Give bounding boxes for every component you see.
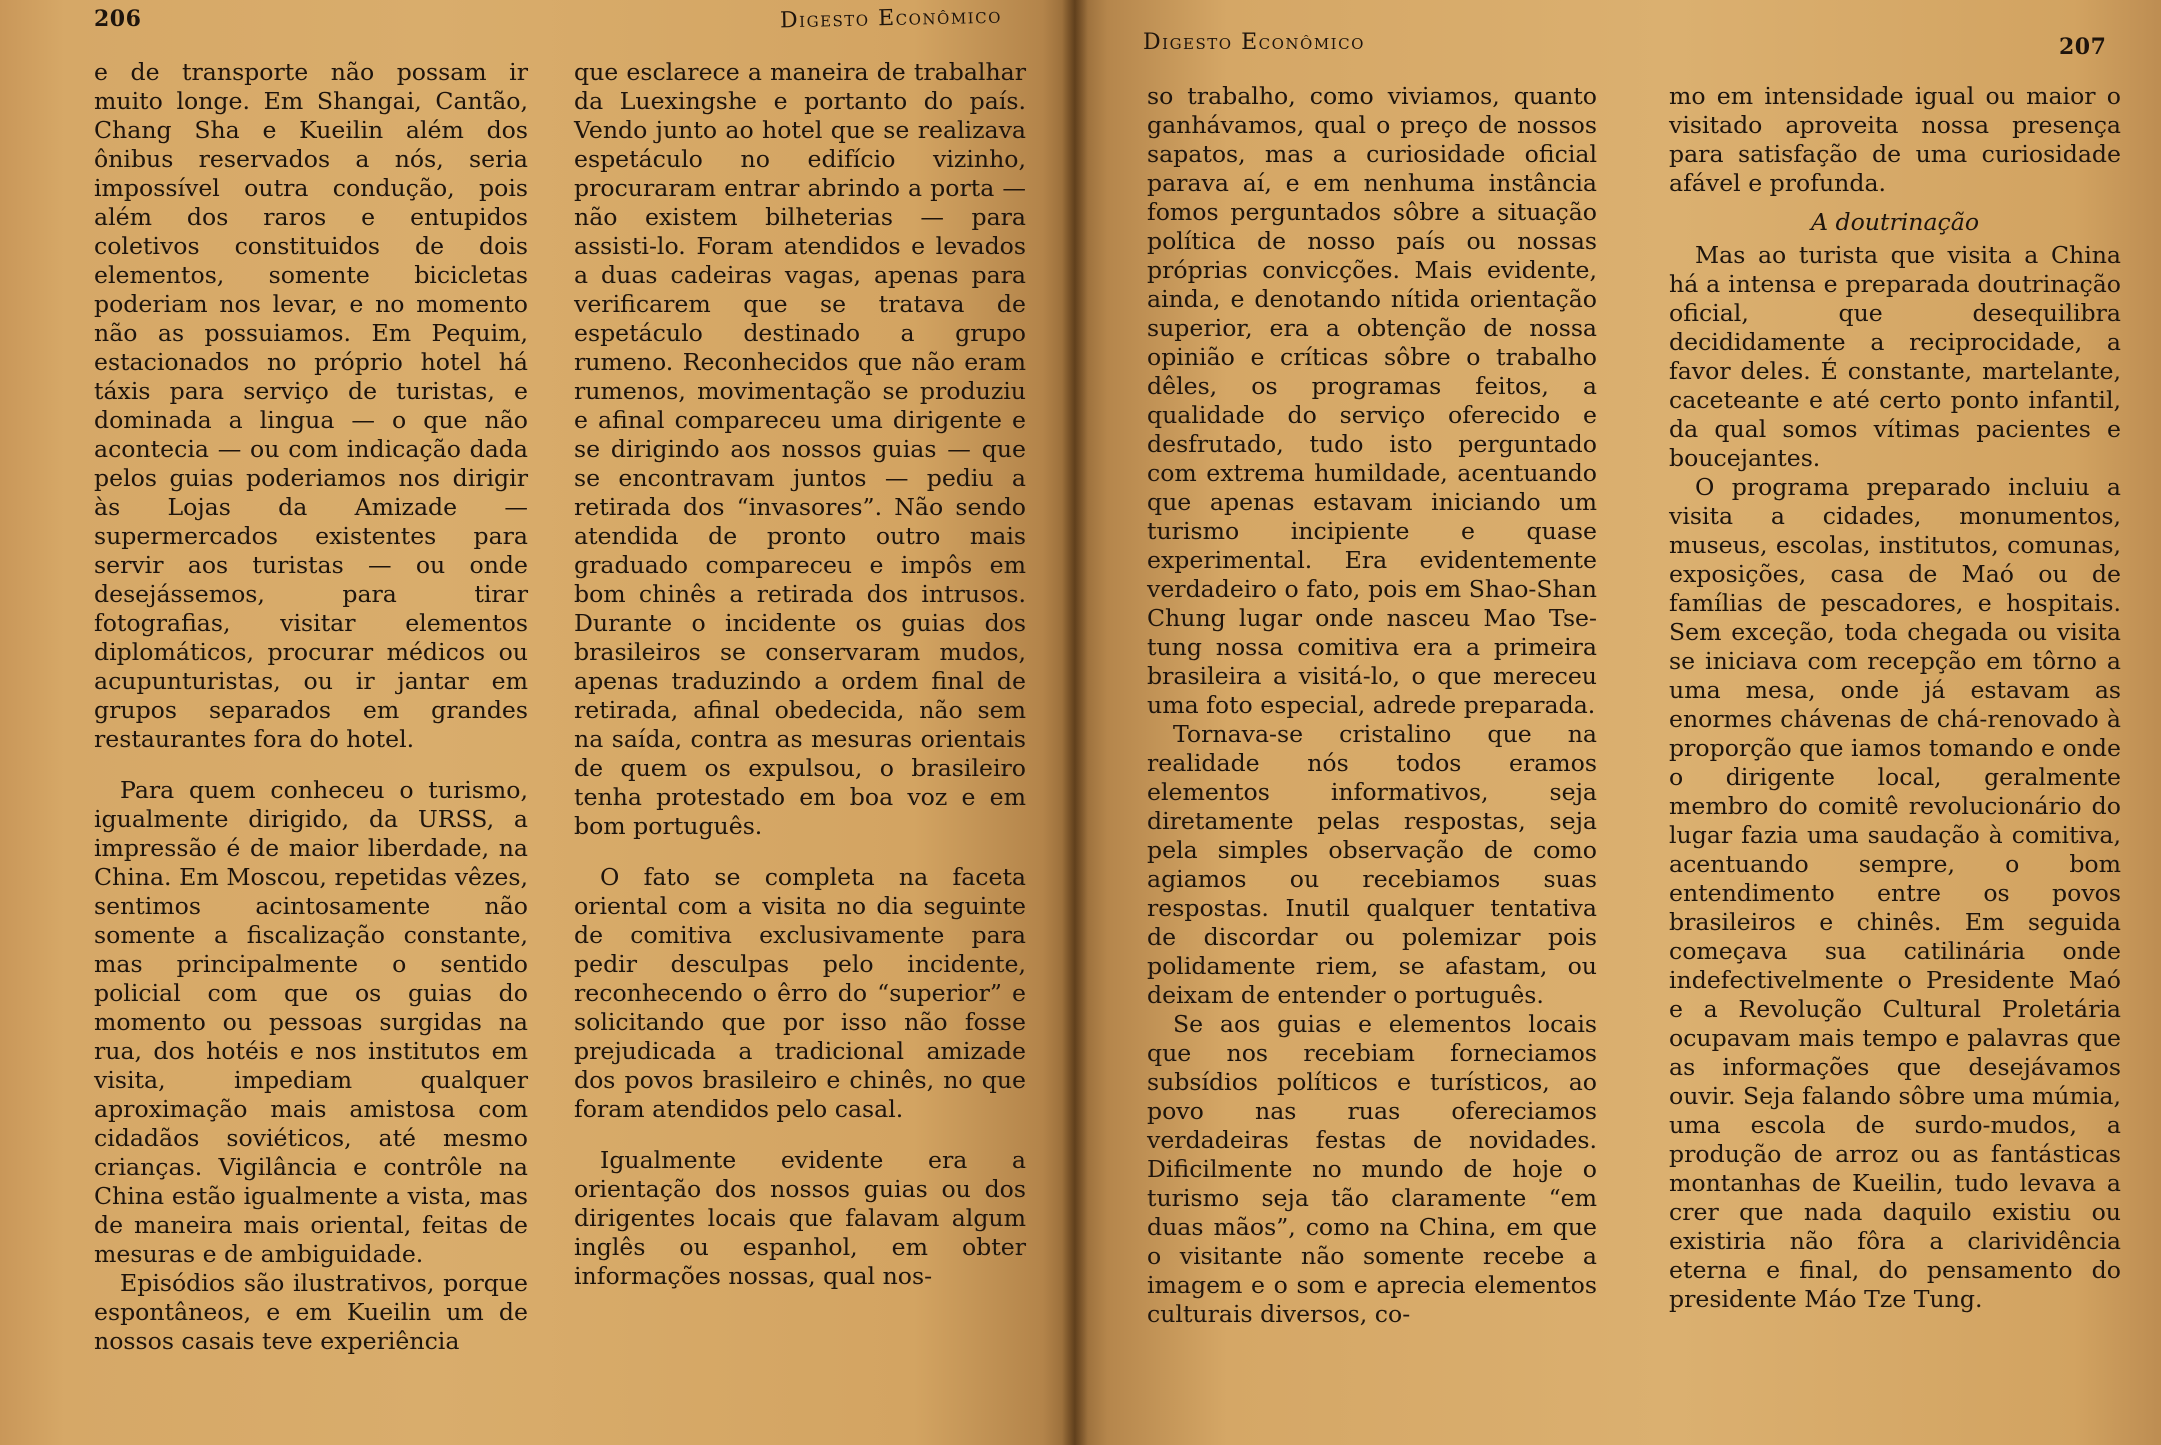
left-page-column-1 [94,58,528,1356]
section-subheading: A doutrinação [1810,208,1980,236]
paragraph: O fato se completa na faceta oriental com a visita no dia seguinte de comitiva exclusivamente para pedir desculpas pelo incidente, reconhecendo o êrro do “superior” e solicitando que por isso não fosse prejudicada a tradicional amizade dos povos brasileiro e chinês, no que foram atendidos pelo casal. [574,863,1026,1123]
paragraph: que esclarece a maneira de trabalhar da Luexingshe e portanto do país. Vendo junto ao hotel que se realizava espetáculo no edifício vizinho, procuraram entrar abrindo a porta — não existem bilheterias — para assisti-lo. Foram atendidos e levados a duas cadeiras vagas, apenas para verificarem que se tratava de espetáculo destinado a grupo rumeno. Reconhecidos que não eram rumenos, movimentação se produziu e afinal compareceu uma dirigente e se dirigindo aos nossos guias — que se encontravam juntos — pediu a retirada dos “invasores”. Não sendo atendida de pronto outro mais graduado compareceu e impôs em bom chinês a retirada dos intrusos. Durante o incidente os guias dos brasileiros se conservaram mudos, apenas traduzindo a ordem final de retirada, afinal obedecida, não sem na saída, contra as mesuras orientais de quem os expulsou, o brasileiro tenha protestado em boa voz e em bom português. [574,58,1026,840]
right-page-column-2 [1669,82,2121,1314]
page-number-right: 207 [2059,34,2107,60]
paragraph: Episódios são ilustrativos, porque espontâneos, e em Kueilin um de nossos casais teve experiência [94,1269,528,1355]
paragraph: so trabalho, como viviamos, quanto ganhávamos, qual o preço de nossos sapatos, mas a curiosidade oficial parava aí, e em nenhuma instância fomos perguntados sôbre a situação política de nosso país ou nossas próprias convicções. Mais evidente, ainda, e denotando nítida orientação superior, era a obtenção de nossa opinião e críticas sôbre o trabalho dêles, os programas feitos, a qualidade do serviço oferecido e desfrutado, tudo isto perguntado com extrema humildade, acentuando que apenas estavam iniciando um turismo incipiente e quase experimental. Era evidentemente verdadeiro o fato, pois em Shao-Shan Chung lugar onde nasceu Mao Tse-tung nossa comitiva era a primeira brasileira a visitá-lo, o que mereceu uma foto especial, adrede preparada. [1147,82,1597,719]
paragraph: e de transporte não possam ir muito longe. Em Shangai, Cantão, Chang Sha e Kueilin além dos ônibus reservados a nós, seria impossível outra condução, pois além dos raros e entupidos coletivos constituidos de dois elementos, somente bicicletas poderiam nos levar, e no momento não as possuiamos. Em Pequim, estacionados no próprio hotel há táxis para serviço de turistas, e dominada a lingua — o que não acontecia — ou com indicação dada pelos guias poderiamos nos dirigir às Lojas da Amizade — supermercados existentes para servir aos turistas — ou onde desejássemos, para tirar fotografias, visitar elementos diplomáticos, procurar médicos ou acupunturistas, ou ir jantar em grupos separados em grandes restaurantes fora do hotel. [94,58,528,753]
left-page [0,0,1075,1445]
paragraph: Mas ao turista que visita a China há a intensa e preparada doutrinação oficial, que desequilibra decididamente a reciprocidade, a favor deles. É constante, martelante, caceteante e até certo ponto infantil, da qual somos vítimas pacientes e boucejantes. [1669,241,2121,472]
left-page-column-2 [574,58,1026,1291]
paragraph: Tornava-se cristalino que na realidade nós todos eramos elementos informativos, seja diretamente pelas respostas, seja pela simples observação de como agiamos ou recebiamos suas respostas. Inutil qualquer tentativa de discordar ou polemizar pois polidamente riem, se afastam, ou deixam de entender o português. [1147,720,1597,1009]
book-gutter [1062,0,1088,1445]
page-number-left: 206 [94,6,142,32]
paragraph: O programa preparado incluiu a visita a cidades, monumentos, museus, escolas, institutos, comunas, exposições, casa de Maó ou de famílias de pescadores, e hospitais. Sem exceção, toda chegada ou visita se iniciava com recepção em tôrno a uma mesa, onde já estavam as enormes chávenas de chá-renovado à proporção que iamos tomando e onde o dirigente local, geralmente membro do comitê revolucionário do lugar fazia uma saudação à comitiva, acentuando sempre, o bom entendimento entre os povos brasileiros e chinês. Em seguida começava sua catilinária onde indefectivelmente o Presidente Maó e a Revolução Cultural Proletária ocupavam mais tempo e palavras que as informações que desejávamos ouvir. Seja falando sôbre uma múmia, uma escola de surdo-mudos, a produção de arroz ou as fantásticas montanhas de Kueilin, tudo levava a crer que nada daquilo existiu ou existiria não fôra a clarividência eterna e final, do pensamento do presidente Máo Tze Tung. [1669,473,2121,1313]
paragraph: Igualmente evidente era a orientação dos nossos guias ou dos dirigentes locais que falavam algum inglês ou espanhol, em obter informações nossas, qual nos- [574,1146,1026,1290]
paragraph: mo em intensidade igual ou maior o visitado aproveita nossa presença para satisfação de uma curiosidade afável e profunda. [1669,82,2121,197]
right-page [1075,0,2161,1445]
right-page-column-1 [1147,82,1597,1329]
running-head-right: Digesto Econômico [1143,30,1365,55]
paragraph: Para quem conheceu o turismo, igualmente dirigido, da URSS, a impressão é de maior liberdade, na China. Em Moscou, repetidas vêzes, sentimos acintosamente não somente a fiscalização constante, mas principalmente o sentido policial com que os guias do momento ou pessoas surgidas na rua, dos hotéis e nos institutos em visita, impediam qualquer aproximação mais amistosa com cidadãos soviéticos, até mesmo crianças. Vigilância e contrôle na China estão igualmente a vista, mas de maneira mais oriental, feitas de mesuras e de ambiguidade. [94,776,528,1268]
running-head-left: Digesto Econômico [779,3,1003,34]
paragraph: Se aos guias e elementos locais que nos recebiam forneciamos subsídios políticos e turísticos, ao povo nas ruas ofereciamos verdadeiras festas de novidades. Dificilmente no mundo de hoje o turismo seja tão claramente “em duas mãos”, como na China, em que o visitante não somente recebe a imagem e o som e aprecia elementos culturais diversos, co- [1147,1010,1597,1328]
